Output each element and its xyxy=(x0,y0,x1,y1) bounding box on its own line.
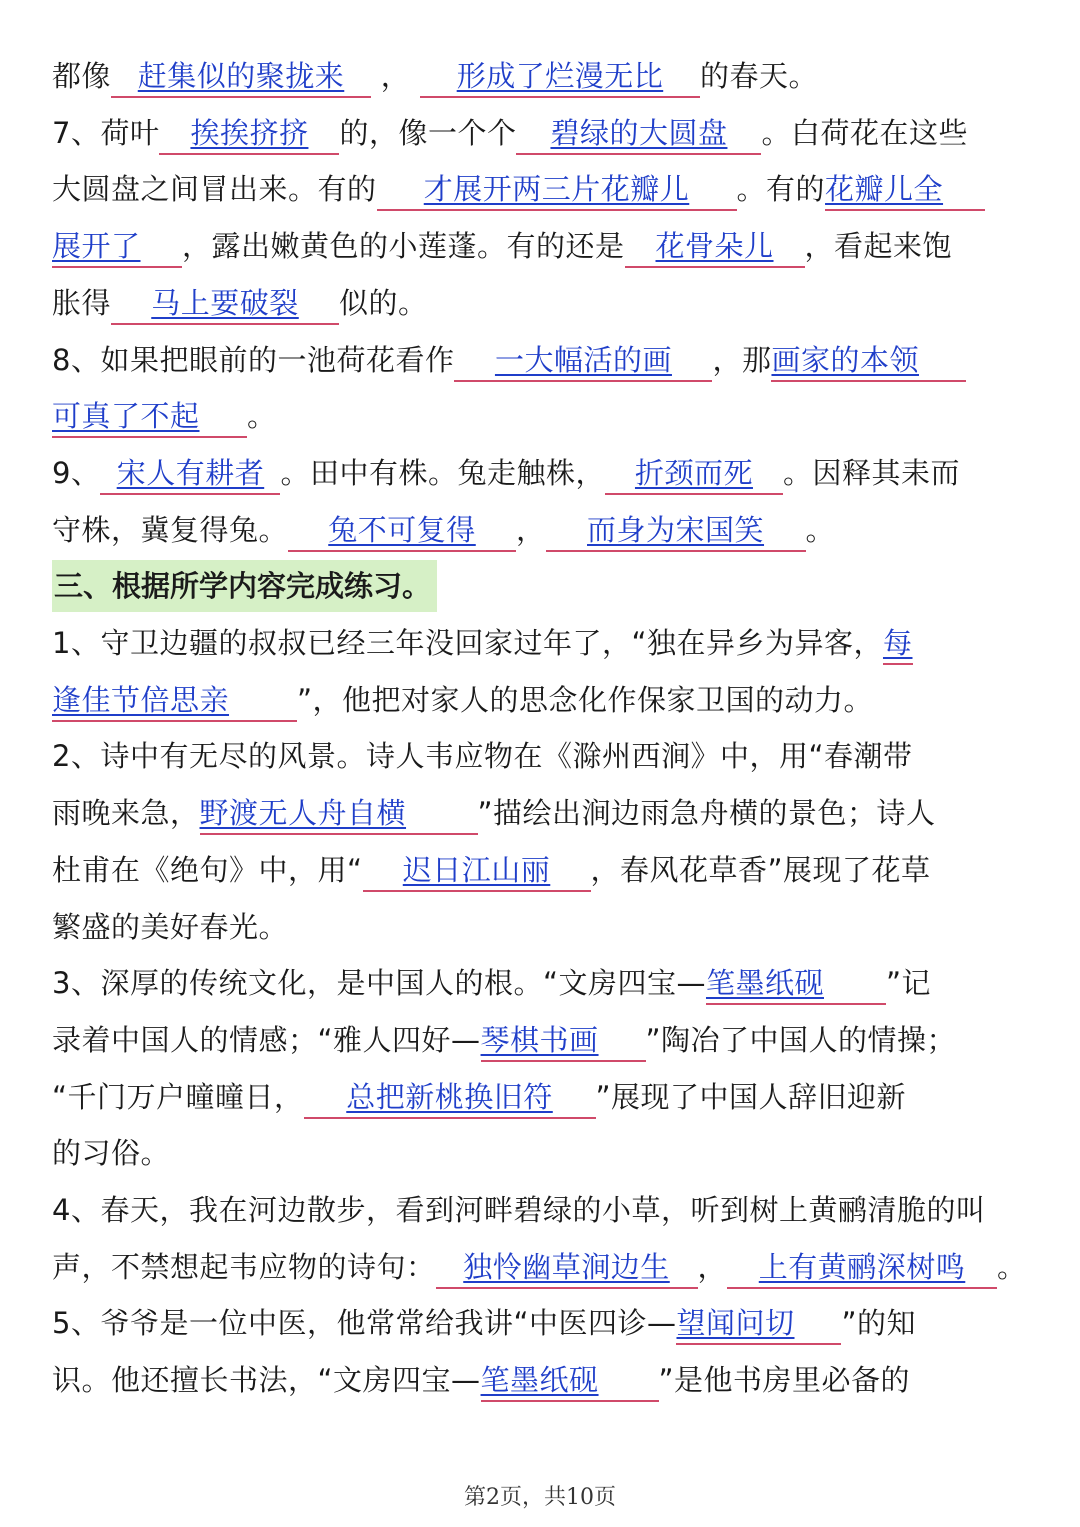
answer-blank: 碧绿的大圆盘 xyxy=(516,113,761,155)
answer-blank: 画家的本领 xyxy=(771,340,966,382)
answer-blank: 宋人有耕者 xyxy=(100,453,280,495)
answer-blank: 赶集似的聚拢来 xyxy=(111,56,371,98)
static-text: ， xyxy=(371,59,420,93)
static-text: 的，像一个个 xyxy=(339,115,517,150)
static-text: ， xyxy=(697,1249,728,1284)
answer-blank: 迟日江山丽 xyxy=(363,850,591,892)
static-text: ”，他把对家人的思念化作保家卫国的动力。 xyxy=(297,682,874,717)
static-text: 都像 xyxy=(52,59,112,93)
answer-blank: 兔不可复得 xyxy=(288,510,516,552)
answer-blank: 花瓣儿全 xyxy=(825,169,985,211)
static-text: 繁盛的美好春光。 xyxy=(52,909,289,944)
static-text: 的习俗。 xyxy=(52,1136,171,1171)
static-text: 雨晚来急， xyxy=(52,796,200,831)
static-text: 胀得 xyxy=(52,285,112,320)
text-line xyxy=(52,161,985,217)
text-line xyxy=(52,842,931,898)
text-line xyxy=(52,1125,170,1181)
text-line xyxy=(52,48,818,104)
static-text: ，露出嫩黄色的小莲蓬。有的还是 xyxy=(182,229,625,264)
static-text: 。 xyxy=(997,1249,1027,1284)
static-text: ”是他书房里必备的 xyxy=(658,1363,911,1398)
text-line xyxy=(52,445,960,501)
text-line xyxy=(52,785,936,841)
answer-blank: 才展开两三片花瓣儿 xyxy=(377,169,737,211)
static-text: 。 xyxy=(247,399,277,434)
answer-blank: 总把新桃换旧符 xyxy=(304,1077,596,1119)
answer-blank: 琴棋书画 xyxy=(481,1020,646,1062)
text-line xyxy=(52,672,873,728)
static-text: 。田中有株。兔走触株， xyxy=(280,455,605,490)
static-text: 。 xyxy=(805,512,836,547)
static-text: ”陶冶了中国人的情操； xyxy=(645,1022,957,1057)
static-text: 。因释其耒而 xyxy=(782,455,960,490)
text-line xyxy=(52,728,912,784)
static-text: 9、 xyxy=(52,455,101,490)
text-line xyxy=(52,218,952,274)
answer-blank: 独怜幽草涧边生 xyxy=(436,1247,698,1289)
static-text: ”展现了中国人辞旧迎新 xyxy=(595,1079,907,1114)
answer-blank: 可真了不起 xyxy=(52,396,247,438)
text-line xyxy=(52,1295,916,1351)
section-heading: 三、根据所学内容完成练习。 xyxy=(52,560,437,612)
answer-blank: 马上要破裂 xyxy=(111,283,339,325)
static-text: 录着中国人的情感；“雅人四好— xyxy=(52,1022,481,1057)
text-line xyxy=(52,502,835,558)
answer-blank: 挨挨挤挤 xyxy=(159,113,339,155)
text-line xyxy=(52,332,966,388)
static-text: ， xyxy=(516,512,546,547)
static-text: 5、爷爷是一位中医，他常常给我讲“中医四诊— xyxy=(52,1306,677,1341)
static-text: 3、深厚的传统文化，是中国人的根。“文房四宝— xyxy=(52,966,706,1001)
answer-blank: 一大幅活的画 xyxy=(454,340,712,382)
static-text: ，春风花草香”展现了花草 xyxy=(590,852,931,887)
static-text: 杜甫在《绝句》中，用“ xyxy=(52,852,363,887)
static-text: 识。他还擅长书法，“文房四宝— xyxy=(52,1363,481,1398)
text-line xyxy=(52,615,913,671)
answer-blank: 笔墨纸砚 xyxy=(706,963,886,1005)
answer-blank: 上有黄鹂深树鸣 xyxy=(727,1247,997,1289)
text-line xyxy=(52,1012,956,1068)
answer-blank: 展开了 xyxy=(52,226,182,268)
answer-blank: 望闻问切 xyxy=(676,1303,841,1345)
text-line xyxy=(52,275,428,331)
answer-blank: 笔墨纸砚 xyxy=(481,1360,659,1402)
static-text: 2、诗中有无尽的风景。诗人韦应物在《滁州西涧》中，用“春潮带 xyxy=(52,739,913,774)
answer-blank: 每 xyxy=(883,623,913,665)
static-text: 1、守卫边疆的叔叔已经三年没回家过年了，“独在异乡为异客， xyxy=(52,626,883,660)
static-text: ，看起来饱 xyxy=(804,229,953,264)
text-line xyxy=(52,1239,1027,1295)
static-text: 4、春天，我在河边散步，看到河畔碧绿的小草，听到树上黄鹂清脆的叫 xyxy=(52,1193,986,1227)
text-line xyxy=(52,105,968,161)
answer-blank: 花骨朵儿 xyxy=(625,226,805,268)
answer-blank: 折颈而死 xyxy=(605,453,783,495)
static-text: ”描绘出涧边雨急舟横的景色；诗人 xyxy=(477,796,936,831)
static-text: 的春天。 xyxy=(699,59,818,93)
static-text: ”记 xyxy=(885,966,932,1001)
static-text: 8、如果把眼前的一池荷花看作 xyxy=(52,342,455,377)
static-text: 守株，冀复得兔。 xyxy=(52,512,289,547)
answer-blank: 形成了烂漫无比 xyxy=(420,56,700,98)
static-text: 声，不禁想起韦应物的诗句： xyxy=(52,1249,436,1284)
static-text: “千门万户曈曈日， xyxy=(52,1079,304,1114)
static-text: 。白荷花在这些 xyxy=(761,115,968,150)
static-text: 大圆盘之间冒出来。有的 xyxy=(52,172,377,207)
static-text: 似的。 xyxy=(339,285,428,320)
text-line xyxy=(52,955,931,1011)
static-text: ”的知 xyxy=(841,1306,917,1341)
text-line xyxy=(52,899,288,955)
static-text: 。有的 xyxy=(736,172,826,207)
text-line xyxy=(52,1352,910,1408)
answer-blank: 而身为宋国笑 xyxy=(546,510,806,552)
answer-blank: 逢佳节倍思亲 xyxy=(52,680,297,722)
static-text: 7、荷叶 xyxy=(52,115,160,150)
text-line xyxy=(52,388,277,444)
text-line xyxy=(52,1182,985,1238)
answer-blank: 野渡无人舟自横 xyxy=(200,793,478,835)
page-footer: 第2页，共10页 xyxy=(464,1485,616,1510)
static-text: ，那 xyxy=(712,342,772,377)
text-line xyxy=(52,1069,906,1125)
